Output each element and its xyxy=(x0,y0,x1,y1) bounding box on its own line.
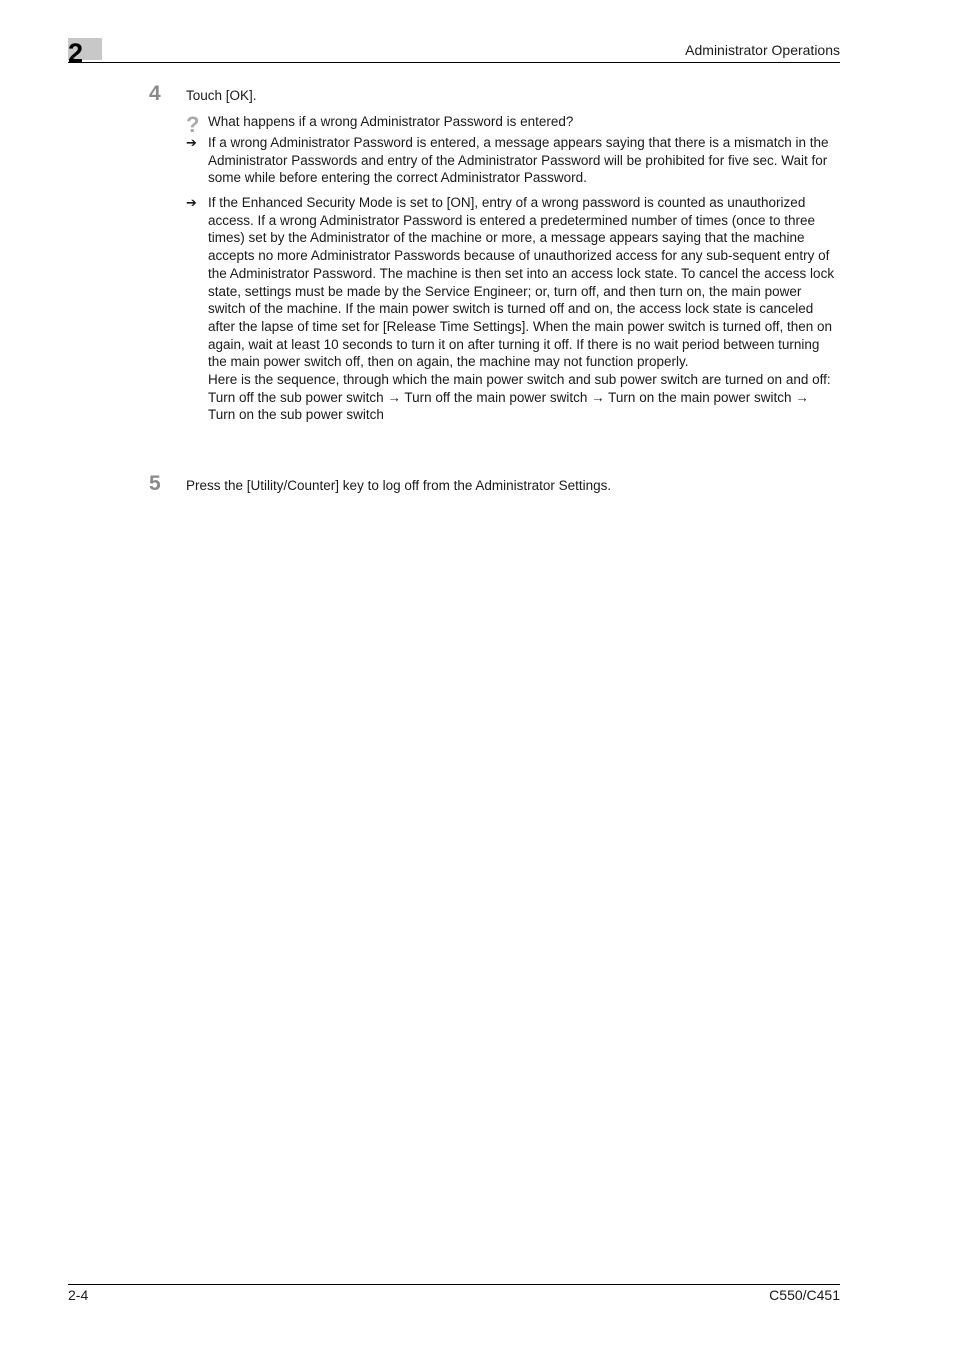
step-5-text: Press the [Utility/Counter] key to log off from the Administrator Settings. xyxy=(186,478,612,493)
power-sequence: Turn off the sub power switch → Turn off the main power switch → Turn on the main power switch → Turn on the sub power switch xyxy=(208,389,809,423)
page-number: 2-4 xyxy=(68,1287,89,1303)
answer-paragraph-1 xyxy=(208,134,838,187)
model-name: C550/C451 xyxy=(769,1287,840,1303)
step-4-text: Touch [OK]. xyxy=(186,88,257,103)
chapter-number: 2 xyxy=(68,38,84,68)
answer-paragraph-2 xyxy=(208,194,838,424)
arrow-icon: ➔ xyxy=(186,195,197,210)
question-icon: ? xyxy=(186,112,200,137)
sequence-intro: Here is the sequence, through which the main power switch and sub power switch are turned on and off: xyxy=(208,372,831,388)
step-5-number: 5 xyxy=(149,472,161,495)
arrow-icon: ➔ xyxy=(186,135,197,150)
footer-divider xyxy=(68,1284,840,1285)
step-4-number: 4 xyxy=(149,82,161,105)
answer-text-2: If the Enhanced Security Mode is set to [ON], entry of a wrong password is counted as unauthorized access. If a wrong Administrator Password is entered a predetermined number of times (once to three times) set by the Administrator of the machine or more, a message appears saying that the machine accepts no more Administrator Passwords because of unauthorized access for any sub-sequent entry of the Administrator Password. The machine is then set into an access lock state. To cancel the access lock state, settings must be made by the Service Engineer; or, turn off, and then turn on, the main power switch of the machine. If the main power switch is turned off and on, the access lock state is canceled after the lapse of time set for [Release Time Settings]. When the main power switch is turned off, then on again, wait at least 10 seconds to turn it on after turning it off. If there is no wait period between turning the main power switch off, then on again, the machine may not function properly. xyxy=(208,195,835,370)
header-divider xyxy=(68,62,840,63)
section-title: Administrator Operations xyxy=(685,42,840,58)
question-text: What happens if a wrong Administrator Password is entered? xyxy=(208,114,574,129)
answer-text-1: If a wrong Administrator Password is entered, a message appears saying that there is a mismatch in the Administrator Passwords and entry of the Administrator Password will be prohibited for five sec. Wait for some while before entering the correct Administrator Password. xyxy=(208,135,829,186)
